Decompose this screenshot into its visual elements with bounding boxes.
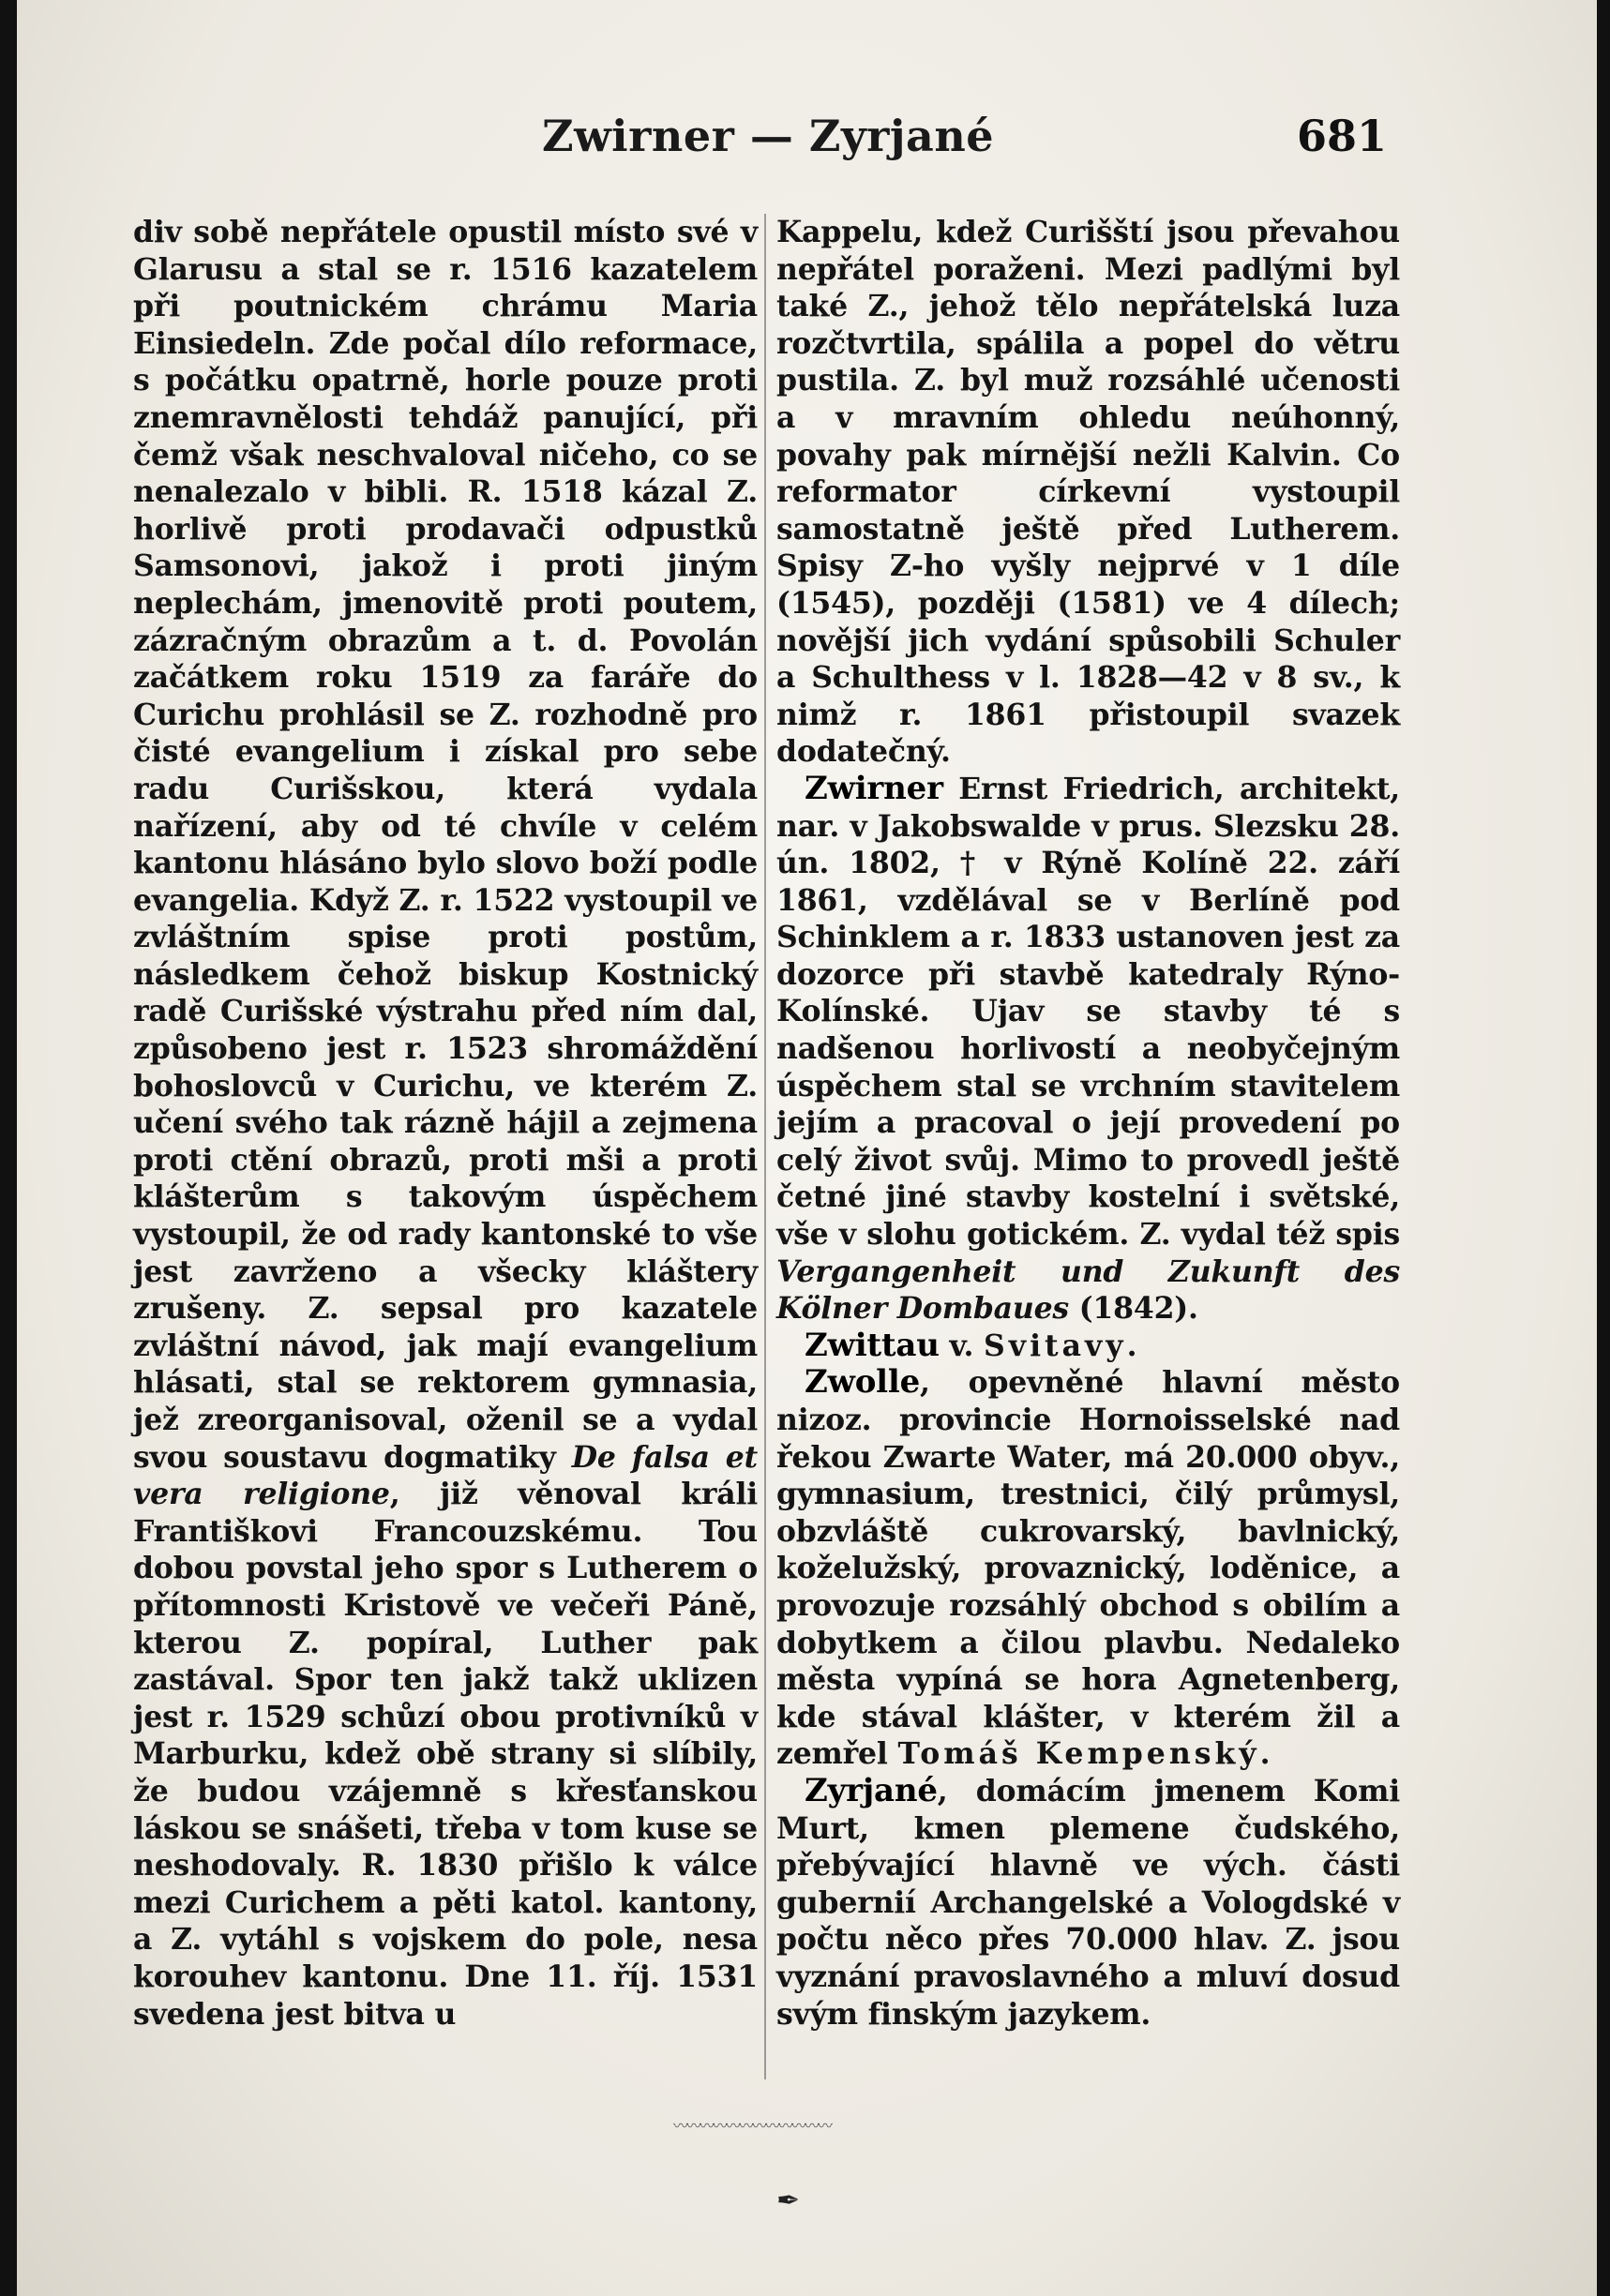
scan-left-edge: [0, 0, 17, 2296]
entry-zyrjane: [776, 1773, 1400, 2033]
zwingli-entry-continuation: [133, 214, 758, 2033]
text-run: div sobě nepřátele opustil místo své v Glarusu a stal se r. 1516 kazatelem při poutnickém chrámu Maria Einsiedeln. Zde počal dílo reformace, s počátku opatrně, horle pouze proti znemravnělosti tehdáž panující, při čemž však neschvaloval ničeho, co se nenalezalo v bibli. R. 1518 kázal Z. horlivě proti prodavači odpustků Samsonovi, jakož i proti jiným neplechám, jmenovitě proti poutem, zázračným obrazům a t. d. Povolán začátkem roku 1519 za faráře do Curichu prohlásil se Z. rozhodně pro čisté evangelium i získal pro sebe radu Curišskou, která vydala nařízení, aby od té chvíle v celém kantonu hlásáno bylo slovo boží podle evangelia. Když Z. r. 1522 vystoupil ve zvláštním spise proti postům, následkem čehož biskup Kostnický radě Curišské výstrahu před ním dal, způsobeno jest r. 1523 shromáždění bohoslovců v Curichu, ve kterém Z. učení svého tak rázně hájil a zejmena proti ctění obrazů, proti mši a proti klášterům s takovým úspěchem vystoupil, že od rady kantonské to vše jest zavrženo a všecky kláštery zrušeny. Z. sepsal pro kazatele zvláštní návod, jak mají evangelium hlásati, stal se rektorem gymnasia, jež zreorganisoval, oženil se a vydal svou soustavu dogmatiky: [133, 215, 758, 1475]
zwingli-entry-end: [776, 214, 1400, 771]
text-run: , již věnoval králi Františkovi Francouzskému. Tou dobou povstal jeho spor s Lutherem o přítomnosti Kristově ve večeři Páně, kterou Z. popíral, Luther pak zastával. Spor ten jakž takž uklizen jest r. 1529 schůzí obou protivníků v Marburku, kdež obě strany si slíbily, že budou vzájemně s křesťanskou láskou se snášeti, třeba v tom kuse se neshodovaly. R. 1830 přišlo k válce mezi Curichem a pěti katol. kantony, a Z. vytáhl s vojskem do pole, nesa korouhev kantonu. Dne 11. říj. 1531 svedena jest bitva u: [133, 1477, 758, 2032]
page-header: [17, 111, 1597, 176]
left-column: [133, 214, 758, 2033]
book-title-italic: De falsa et vera religione: [133, 1439, 758, 1512]
text-run: Ernst Friedrich, architekt, nar. v Jakobswalde v prus. Slezsku 28. ún. 1802, † v Rýně Kolíně 22. září 1861, vzdělával se v Berlíně pod Schinklem a r. 1833 ustanoven jest za dozorce při stavbě katedraly Rýno-Kolínské. Ujav se stavby té s nadšenou horlivostí a neobyčejným úspěchem stal se vrchním stavitelem jejím a pracoval o její provedení po celý život svůj. Mimo to provedl ještě četné jiné stavby kostelní i světské, vše v slohu gotickém. Z. vydal též spis: [776, 771, 1400, 1253]
entry-zwolle: [776, 1364, 1400, 1773]
ink-mark: ✒: [776, 2184, 801, 2217]
person-name-spaced: Tomáš Kempenský: [897, 1736, 1260, 1772]
running-title: Zwirner — Zyrjané: [542, 111, 995, 161]
text-run: .: [1126, 1328, 1137, 1363]
text-run: Kappelu, kdež Curišští jsou převahou nepřátel poraženi. Mezi padlými byl také Z., jehož tělo nepřátelská luza rozčtvrtila, spálila a popel do větru pustila. Z. byl muž rozsáhlé učenosti a v mravním ohledu neúhonný, povahy pak mírnější nežli Kalvin. Co reformator církevní vystoupil samostatně ještě před Lutherem. Spisy Z-ho vyšly nejprvé v 1 díle (1545), později (1581) ve 4 dílech; novější jich vydání spůsobili Schuler a Schulthess v l. 1828—42 v 8 sv., k nimž r. 1861 přistoupil svazek dodatečný.: [776, 215, 1400, 770]
end-ornament-rule: 〰〰〰〰〰〰〰〰〰〰〰〰: [673, 2117, 832, 2135]
text-run: .: [1259, 1736, 1271, 1772]
entry-zwittau: [776, 1328, 1400, 1365]
entry-headword: Zwirner: [805, 769, 943, 807]
text-run: (1842).: [1068, 1291, 1198, 1327]
column-divider: [764, 214, 766, 2079]
page-number: 681: [1297, 111, 1388, 161]
text-run: , opevněné hlavní město nizoz. provincie Hornoisselské nad řekou Zwarte Water, má 20.000 obyv., gymnasium, trestnici, čilý průmysl, obzvláště cukrovarský, bavlnický, koželužský, provaznický, loděnice, a provozuje rozsáhlý obchod s obilím a dobytkem a čilou plavbu. Nedaleko města vypíná se hora Agnetenberg, kde stával klášter, v kterém žil a zemřel: [776, 1365, 1400, 1772]
right-column: [776, 214, 1400, 2033]
scan-right-edge: [1597, 0, 1610, 2296]
cross-reference: Svitavy: [984, 1328, 1127, 1363]
entry-headword: Zwolle: [805, 1363, 921, 1402]
entry-zwirner: [776, 771, 1400, 1328]
entry-headword: Zwittau: [805, 1326, 940, 1364]
book-page: [17, 0, 1597, 2296]
entry-headword: Zyrjané: [805, 1771, 938, 1809]
book-title-italic: Vergangenheit und Zukunft des Kölner Dombaues: [776, 1253, 1400, 1327]
text-run: v.: [939, 1328, 985, 1363]
text-run: , domácím jmenem Komi Murt, kmen plemene čudského, přebývající hlavně ve vých. části gubernií Archangelské a Vologdské v počtu něco přes 70.000 hlav. Z. jsou vyznání pravoslavného a mluví dosud svým finským jazykem.: [776, 1773, 1400, 2032]
